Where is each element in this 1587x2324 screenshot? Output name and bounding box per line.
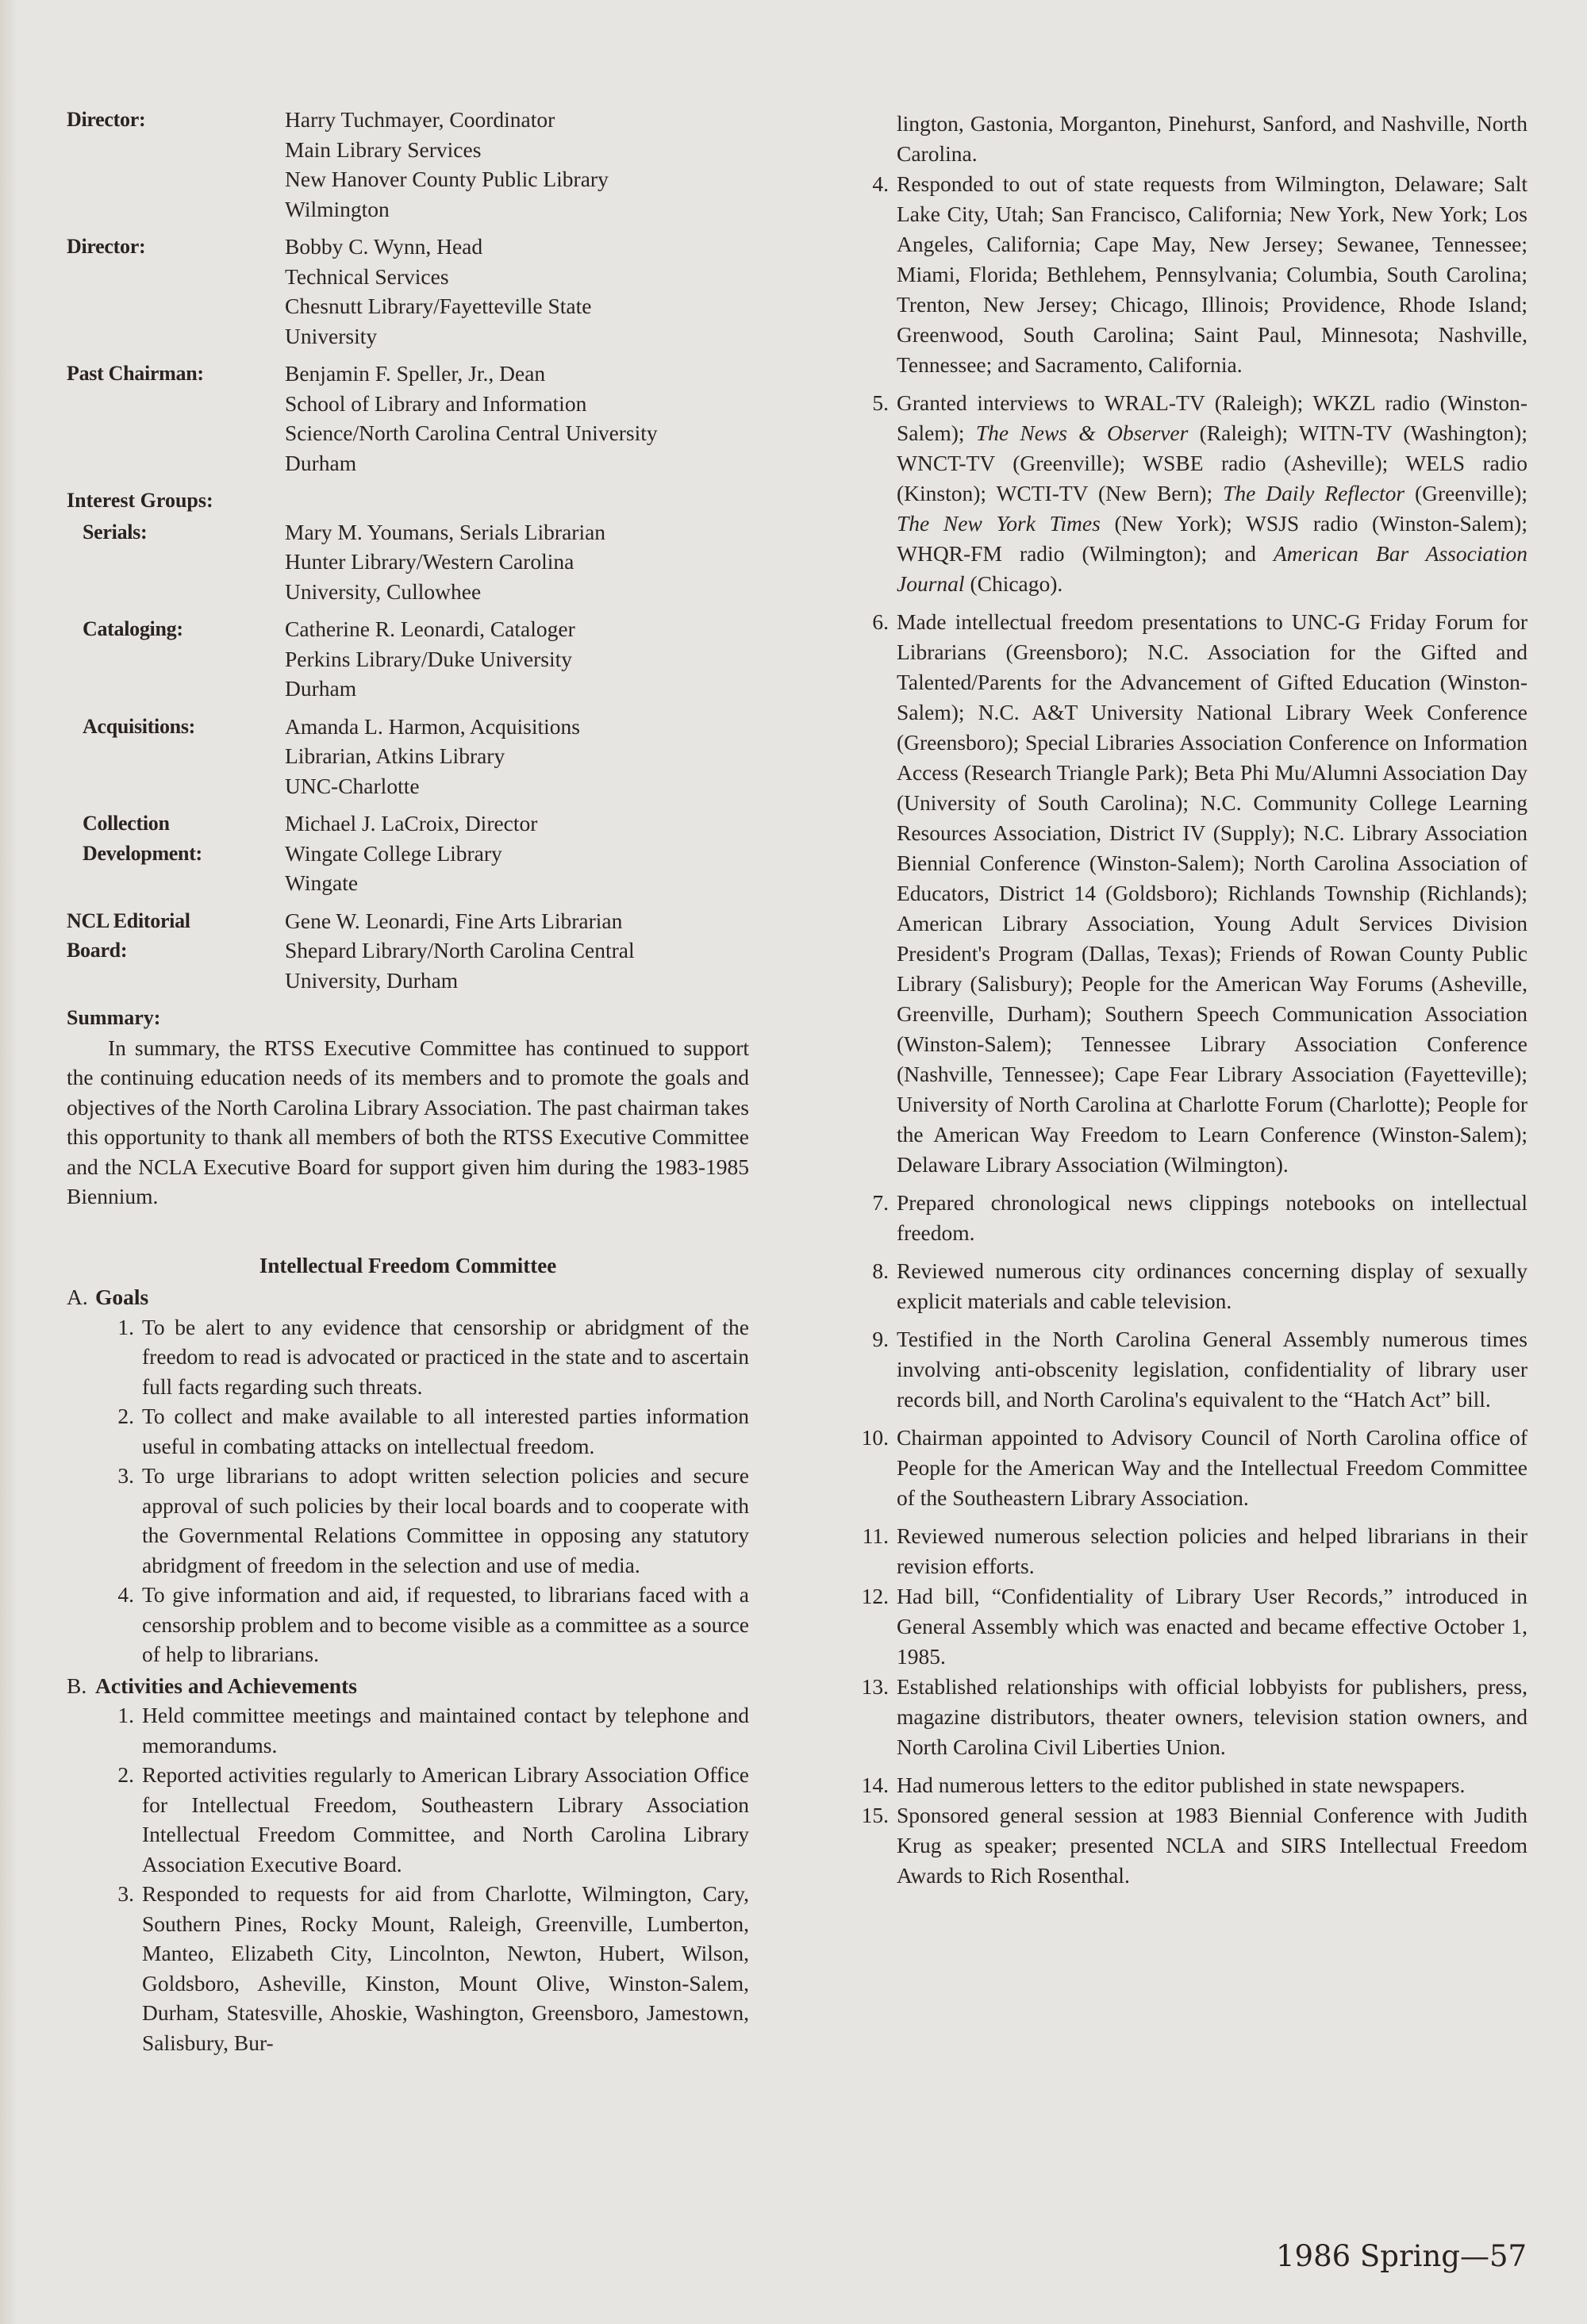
roster-line: Catherine R. Leonardi, Cataloger — [285, 617, 575, 641]
item-number: 4. — [117, 1582, 134, 1607]
roster-line: Perkins Library/Duke University — [285, 646, 573, 671]
item-text: Had numerous letters to the editor published in state newspapers. — [897, 1773, 1466, 1797]
roster-line: University, Durham — [285, 967, 459, 993]
text-run: (Chicago). — [964, 571, 1063, 596]
page-gutter-shadow — [0, 0, 17, 2324]
item-text: Made intellectual freedom presentations to UNC-G Friday Forum for Librarians (Greensboro); N.C. Association for the Gifted and Talented/Parents for the Advancement of Gifted Education (Winston-Salem); N.C. A&T University National Library Week Conference (Greensboro); Special Libraries Association Conference on Information Access (Research Triangle Park); Beta Phi Mu/Alumni Association Day (University of South Carolina); N.C. Community College Learning Resources Association, District IV (Supply); N.C. Library Association Biennial Conference (Winston-Salem); North Carolina Association of Educators, District 14 (Goldsboro); Richlands Township (Richlands); American Library Association, Young Adult Services Division President's Program (Dallas, Texas); Friends of Rowan County Public Library (Salisbury); People for the American Way Forums (Asheville, Greenville, Durham); Southern Speech Communication Association (Winston-Salem); Tennessee Library Association Conference (Nashville, Tennessee); Cape Fear Library Association (Fayetteville); University of North Carolina at Charlotte Forum (Charlotte); People for the American Way Freedom to Learn Conference (Winston-Salem); Delaware Library Association (Wilmington). — [897, 609, 1527, 1177]
publication-title: American Bar Association Journal — [897, 541, 1527, 596]
roster-line: Durham — [285, 450, 357, 475]
roster-line: Durham — [285, 676, 357, 701]
activity-item — [861, 1521, 1527, 1581]
item-number: 3. — [117, 1881, 134, 1906]
activity-item — [861, 1672, 1527, 1762]
roster-line: Wingate College Library — [285, 840, 502, 866]
item-number: 13. — [861, 1674, 889, 1699]
roster-values — [285, 614, 749, 704]
item-number: 4. — [872, 171, 889, 196]
item-number: 2. — [117, 1404, 134, 1428]
roster-values — [285, 906, 749, 996]
roster-line: School of Library and Information — [285, 390, 587, 416]
item-text: Reported activities regularly to American Library Association Office for Intellectual Freedom, Southeastern Library Association Intellectual Freedom Committee, and North Carolina Library Association Executive Board. — [142, 1762, 749, 1876]
roster-label-line: NCL Editorial — [67, 908, 190, 932]
item-text — [897, 388, 1527, 599]
item-number: 12. — [861, 1584, 889, 1608]
activity-item — [106, 1700, 749, 1760]
roster-line: Librarian, Atkins Library — [285, 743, 505, 768]
roster-line: Mary M. Youmans, Serials Librarian — [285, 519, 606, 544]
goals-letter: A. — [67, 1285, 88, 1309]
goal-item — [106, 1401, 749, 1461]
roster-label: Acquisitions: — [83, 714, 196, 738]
roster-values — [285, 517, 749, 607]
roster-line: Main Library Services — [285, 136, 482, 162]
roster-row-director-1 — [67, 105, 749, 224]
activities-list-left — [67, 1700, 749, 2057]
item-text: Had bill, “Confidentiality of Library User Records,” introduced in General Assembly which was enacted and became effective October 1, 1985. — [897, 1584, 1527, 1669]
roster-label-line: Board: — [67, 939, 128, 962]
activities-title: Activities and Achievements — [95, 1673, 357, 1698]
item-text: Testified in the North Carolina General Assembly numerous times involving anti-obscenity legislation, confidentiality of library user records bill, and North Carolina's equivalent to the “Hatch Act” bill. — [897, 1327, 1527, 1412]
item-number: 14. — [861, 1773, 889, 1797]
roster-line: University — [285, 323, 378, 348]
publication-title: The Daily Reflector — [1223, 481, 1405, 505]
roster-line: Amanda L. Harmon, Acquisitions — [285, 713, 580, 739]
roster-line: Wingate — [285, 870, 359, 895]
roster-line: Wilmington — [285, 196, 390, 221]
activities-list-right — [861, 169, 1527, 1891]
roster-row-serials — [67, 517, 749, 607]
roster-label-line: Development: — [83, 841, 202, 865]
item-number: 9. — [872, 1327, 889, 1351]
roster-line: University, Cullowhee — [285, 578, 482, 604]
goal-item — [106, 1580, 749, 1669]
roster-values — [285, 359, 749, 478]
roster-line: Hunter Library/Western Carolina — [285, 549, 574, 574]
item-number: 2. — [117, 1762, 134, 1787]
activity-item — [106, 1760, 749, 1879]
roster-line: Benjamin F. Speller, Jr., Dean — [285, 361, 546, 386]
roster-label: Director: — [67, 108, 146, 131]
roster-line: Gene W. Leonardi, Fine Arts Librarian — [285, 908, 623, 933]
activity-item-3-continued: lington, Gastonia, Morganton, Pinehurst, Sanford, and Nashville, North Carolina. — [897, 111, 1527, 166]
item-text: Prepared chronological news clippings notebooks on intellectual freedom. — [897, 1190, 1527, 1245]
item-number: 5. — [872, 390, 889, 415]
roster-row-acquisitions — [67, 712, 749, 801]
activity-item — [861, 1188, 1527, 1248]
roster-line: Bobby C. Wynn, Head — [285, 234, 483, 259]
roster-row-director-2 — [67, 232, 749, 351]
roster-line: Shepard Library/North Carolina Central — [285, 938, 635, 962]
summary-heading: Summary: — [67, 1006, 161, 1029]
roster-label: Cataloging: — [83, 617, 183, 640]
activity-item — [861, 1324, 1527, 1415]
publication-title: The News & Observer — [975, 421, 1189, 445]
item-number: 1. — [117, 1703, 134, 1727]
text-run: (New York); WSJS radio (Winston-Salem); WHQR-FM radio (Wilmington); and — [897, 511, 1527, 566]
roster-line: Michael J. LaCroix, Director — [285, 811, 538, 835]
summary-paragraph: In summary, the RTSS Executive Committee has continued to support the continuing education needs of its members and to promote the goals and objectives of the North Carolina Library Association. The past chairman takes this opportunity to thank all members of both the RTSS Executive Committee and the NCLA Executive Board for support given him during the 1983-1985 Biennium. — [67, 1035, 749, 1208]
activity-item — [861, 607, 1527, 1180]
roster-values — [285, 232, 749, 351]
item-text: Chairman appointed to Advisory Council of North Carolina office of People for the American Way and the Intellectual Freedom Committee of the Southeastern Library Association. — [897, 1425, 1527, 1510]
activity-item — [861, 1800, 1527, 1891]
item-number: 3. — [117, 1463, 134, 1488]
roster-row-past-chairman — [67, 359, 749, 478]
item-text: To collect and make available to all interested parties information useful in combating attacks on intellectual freedom. — [142, 1404, 749, 1458]
item-text: To be alert to any evidence that censorship or abridgment of the freedom to read is advocated or practiced in the state and to ascertain full facts regarding such threats. — [142, 1314, 749, 1399]
item-number: 7. — [872, 1190, 889, 1215]
item-number: 10. — [861, 1425, 889, 1450]
roster-row-cataloging — [67, 614, 749, 704]
activity-item — [861, 1770, 1527, 1800]
goals-heading — [67, 1282, 749, 1312]
item-number: 1. — [117, 1314, 134, 1339]
roster-line: New Hanover County Public Library — [285, 167, 609, 191]
roster-label: Past Chairman: — [67, 362, 204, 385]
roster-label-line: Collection — [83, 812, 170, 835]
item-number: 8. — [872, 1258, 889, 1283]
roster-line: UNC-Charlotte — [285, 773, 420, 798]
activity-item — [861, 1581, 1527, 1672]
item-text: To give information and aid, if requested, to librarians faced with a censorship problem and to become visible as a committee as a source of help to librarians. — [142, 1582, 749, 1666]
item-number: 11. — [862, 1523, 889, 1548]
roster-line: Technical Services — [285, 263, 449, 289]
roster-line: Harry Tuchmayer, Coordinator — [285, 107, 555, 132]
roster-row-collection-development — [67, 809, 749, 898]
item-text: Held committee meetings and maintained contact by telephone and memorandums. — [142, 1703, 749, 1757]
page-footer-folio: 1986 Spring—57 — [1276, 2239, 1527, 2273]
text-run: (Raleigh); WITN-TV (Washington); WNCT-TV (Greenville); WSBE radio (Asheville); WELS radio (Kinston); WCTI-TV (New Bern); — [897, 421, 1527, 505]
text-run: (Greenville); — [1404, 481, 1528, 505]
publication-title: The New York Times — [897, 511, 1101, 536]
activity-item — [861, 169, 1527, 380]
activity-item — [861, 388, 1527, 599]
roster-row-editorial-board — [67, 906, 749, 996]
roster-label — [67, 906, 285, 996]
section-title-ifc: Intellectual Freedom Committee — [259, 1253, 557, 1277]
item-text: Reviewed numerous selection policies and helped librarians in their revision efforts. — [897, 1523, 1527, 1578]
roster-values — [285, 809, 749, 898]
item-text: Established relationships with official lobbyists for publishers, press, magazine distributors, theater owners, television station owners, and North Carolina Civil Liberties Union. — [897, 1674, 1527, 1759]
item-text: Responded to out of state requests from Wilmington, Delaware; Salt Lake City, Utah; San Francisco, California; New York, New York; Los Angeles, California; Cape May, New Jersey; Sewanee, Tennessee; Miami, Florida; Bethlehem, Pennsylvania; Columbia, South Carolina; Trenton, New Jersey; Chicago, Illinois; Providence, Rhode Island; Greenwood, South Carolina; Saint Paul, Minnesota; Nashville, Tennessee; and Sacramento, California. — [897, 171, 1527, 377]
roster-line: Chesnutt Library/Fayetteville State — [285, 294, 592, 318]
text-run: Granted interviews to WRAL-TV (Raleigh); WKZL radio (Winston-Salem); — [897, 390, 1527, 445]
goals-title: Goals — [95, 1285, 149, 1309]
activity-item — [861, 1423, 1527, 1513]
activities-heading — [67, 1671, 749, 1701]
activity-item — [861, 1256, 1527, 1316]
goals-list — [67, 1312, 749, 1669]
activities-letter: B. — [67, 1673, 87, 1698]
left-column — [67, 105, 749, 2057]
roster-label: Director: — [67, 235, 146, 258]
item-number: 15. — [861, 1803, 889, 1827]
item-text: Reviewed numerous city ordinances concerning display of sexually explicit materials and cable television. — [897, 1258, 1527, 1313]
goal-item — [106, 1461, 749, 1580]
roster-values — [285, 105, 749, 224]
item-text: To urge librarians to adopt written selection policies and secure approval of such policies by their local boards and to cooperate with the Governmental Relations Committee in opposing any statutory abridgment of freedom in the selection and use of media. — [142, 1463, 749, 1577]
item-text: Sponsored general session at 1983 Biennial Conference with Judith Krug as speaker; presented NCLA and SIRS Intellectual Freedom Awards to Rich Rosenthal. — [897, 1803, 1527, 1888]
roster-values — [285, 712, 749, 801]
activity-item — [106, 1879, 749, 2057]
item-number: 6. — [872, 609, 889, 634]
roster-label: Serials: — [83, 520, 148, 544]
goal-item — [106, 1312, 749, 1402]
roster-line: Science/North Carolina Central University — [285, 421, 658, 445]
right-column — [861, 109, 1527, 1891]
roster-label — [67, 809, 285, 898]
item-text: Responded to requests for aid from Charlotte, Wilmington, Cary, Southern Pines, Rocky Mount, Raleigh, Greenville, Lumberton, Manteo, Elizabeth City, Lincolnton, Newton, Hubert, Wilson, Goldsboro, Asheville, Kinston, Mount Olive, Winston-Salem, Durham, Statesville, Ahoskie, Washington, Greensboro, Jamestown, Salisbury, Bur- — [142, 1881, 749, 2055]
interest-groups-heading: Interest Groups: — [67, 489, 213, 512]
